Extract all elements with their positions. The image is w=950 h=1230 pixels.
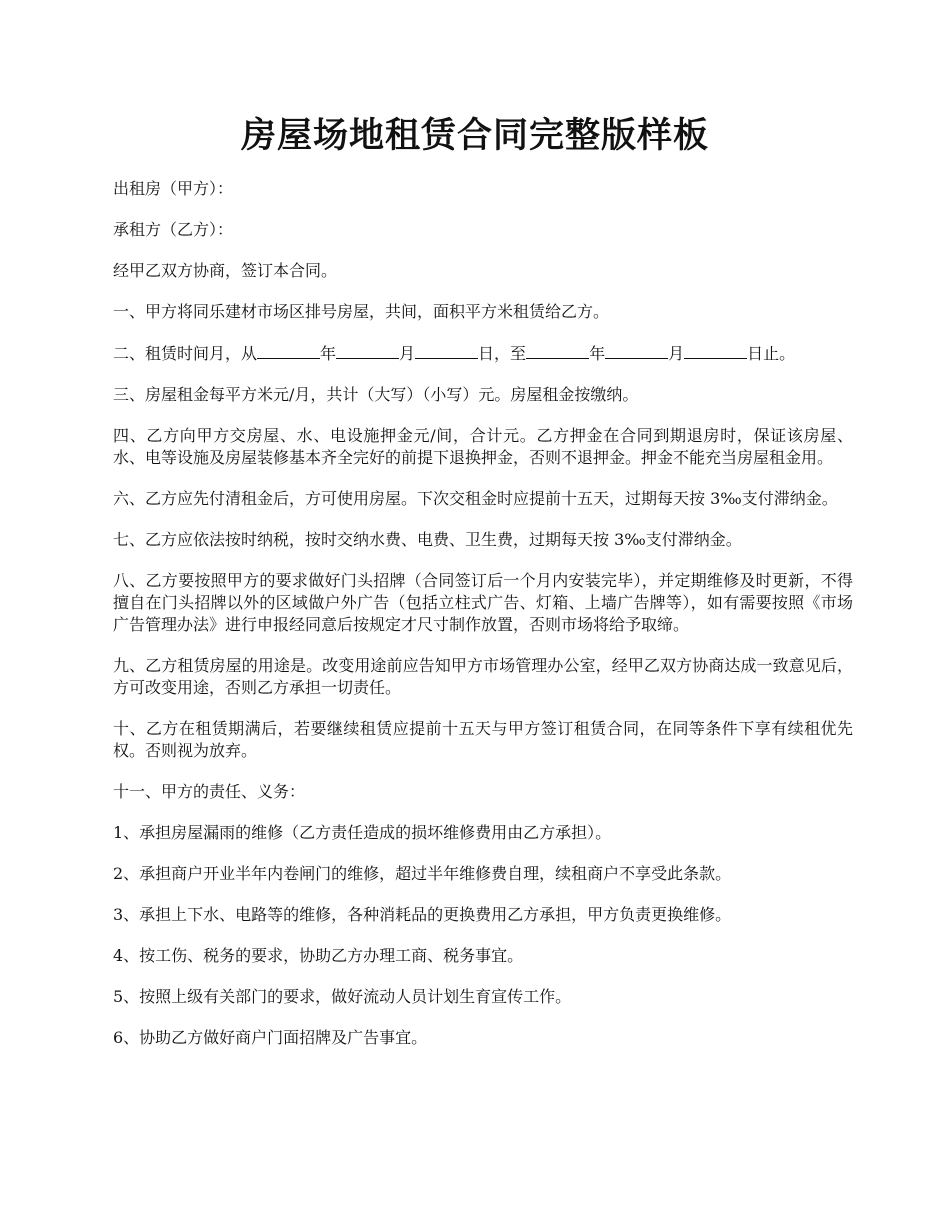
intro-paragraph: 经甲乙双方协商，签订本合同。 [113,261,338,280]
clause-8: 八、乙方要按照甲方的要求做好门头招牌（合同签订后一个月内安装完毕），并定期维修及时更新，不得擅自在门头招牌以外的区域做户外广告（包括立柱式广告、灯箱、上墙广告牌等），如有需要按照《市场广告管理办法》进行申报经同意后按规定才尺寸制作放置，否则市场将给予取缔。 [113,571,853,634]
clause-2-end: 日止。 [747,344,796,363]
party-a-line: 出租房（甲方）： [113,179,234,198]
clause-2-year2: 年 [589,344,606,363]
clause-2-month1: 月 [399,344,416,363]
clause-7: 七、乙方应依法按时纳税，按时交纳水费、电费、卫生费，过期每天按 3‰支付滞纳金。 [113,530,742,549]
list-item: 1、承担房屋漏雨的维修（乙方责任造成的损坏维修费用由乙方承担）。 [113,823,612,842]
blank-line [684,342,747,359]
clause-11-heading: 十一、甲方的责任、义务： [113,782,306,801]
list-item: 2、承担商户开业半年内卷闸门的维修，超过半年维修费自理，续租商户不享受此条款。 [113,864,732,883]
clause-2-year1: 年 [320,344,337,363]
list-item: 5、按照上级有关部门的要求，做好流动人员计划生育宣传工作。 [113,987,572,1006]
clause-6: 六、乙方应先付清租金后，方可使用房屋。下次交租金时应提前十五天，过期每天按 3‰支付滞纳金。 [113,489,838,508]
clause-2 [113,342,853,365]
document-title: 房屋场地租赁合同完整版样板 [240,115,709,156]
blank-line [336,342,399,359]
clause-2-prefix: 二、租赁时间月，从 [113,344,258,363]
clause-3: 三、房屋租金每平方米元/月，共计（大写）（小写）元。房屋租金按缴纳。 [113,385,639,404]
clause-1: 一、甲方将同乐建材市场区排号房屋，共间，面积平方米租赁给乙方。 [113,302,610,321]
clause-10: 十、乙方在租赁期满后，若要继续租赁应提前十五天与甲方签订租赁合同，在同等条件下享有续租优先权。否则视为放弃。 [113,719,853,760]
blank-line [526,342,589,359]
document-body [113,178,853,1068]
blank-line [257,342,320,359]
blank-line [415,342,478,359]
clause-2-month2: 月 [668,344,685,363]
party-b-line: 承租方（乙方）： [113,220,234,239]
clause-4: 四、乙方向甲方交房屋、水、电设施押金元/间，合计元。乙方押金在合同到期退房时，保证该房屋、水、电等设施及房屋装修基本齐全完好的前提下退换押金，否则不退押金。押金不能充当房屋租金用。 [113,426,853,467]
list-item: 4、按工伤、税务的要求，协助乙方办理工商、税务事宜。 [113,946,524,965]
list-item: 6、协助乙方做好商户门面招牌及广告事宜。 [113,1028,428,1047]
clause-9: 九、乙方租赁房屋的用途是。改变用途前应告知甲方市场管理办公室，经甲乙双方协商达成一致意见后，方可改变用途，否则乙方承担一切责任。 [113,656,853,697]
blank-line [605,342,668,359]
list-item: 3、承担上下水、电路等的维修，各种消耗品的更换费用乙方承担，甲方负责更换维修。 [113,905,732,924]
clause-2-day1: 日，至 [478,344,527,363]
